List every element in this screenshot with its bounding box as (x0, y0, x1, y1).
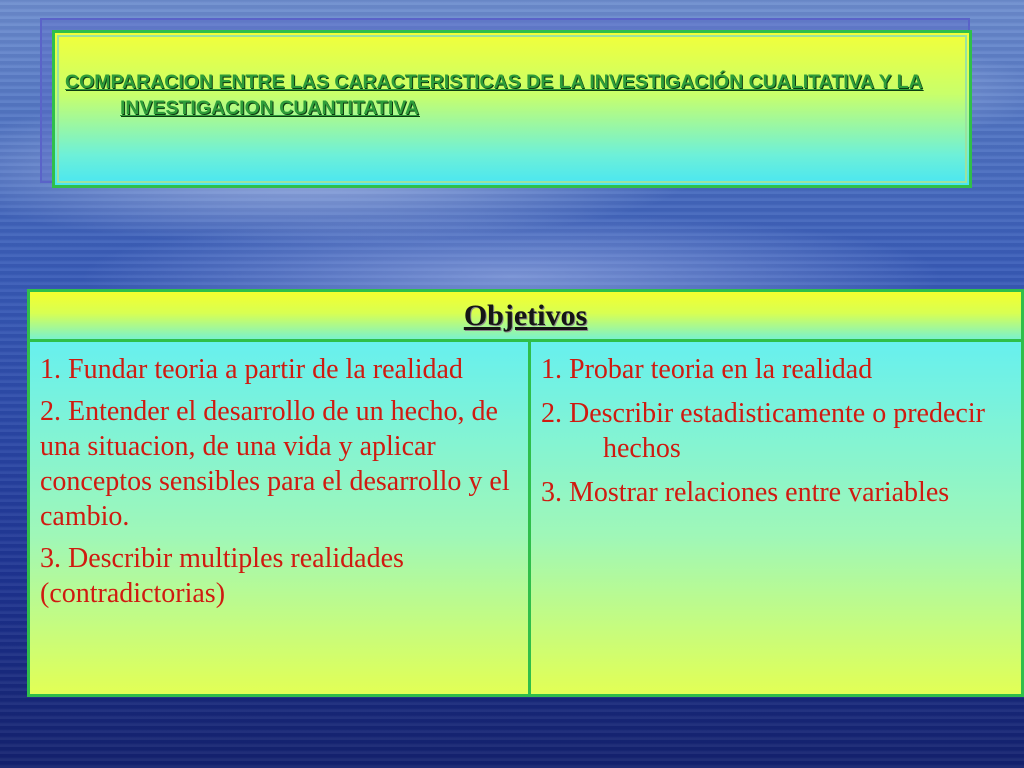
list-item: 1. Fundar teoria a partir de la realidad (40, 354, 463, 385)
list-item: 1. Probar teoria en la realidad (541, 354, 873, 385)
table-header-row (30, 292, 1021, 342)
slide-title: COMPARACION ENTRE LAS CARACTERISTICAS DE LA INVESTIGACIÓN CUALITATIVA Y LA INVESTIGACION CUANTITATIVA (65, 71, 923, 119)
quantitative-column (531, 342, 1021, 694)
list-item: 3. Mostrar relaciones entre variables (541, 477, 950, 508)
list-item: 2. Entender el desarrollo de un hecho, de una situacion, de una vida y aplicar conceptos sensibles para el desarrollo y el cambio. (40, 396, 510, 532)
list-item: 3. Describir multiples realidades (contradictorias) (40, 543, 404, 609)
title-box (52, 30, 972, 188)
table-body-row (30, 342, 1021, 694)
table-header: Objetivos (463, 298, 588, 332)
list-item: 2. Describir estadisticamente o predecir hechos (541, 398, 985, 464)
qualitative-column (30, 342, 531, 694)
comparison-table (27, 289, 1024, 697)
